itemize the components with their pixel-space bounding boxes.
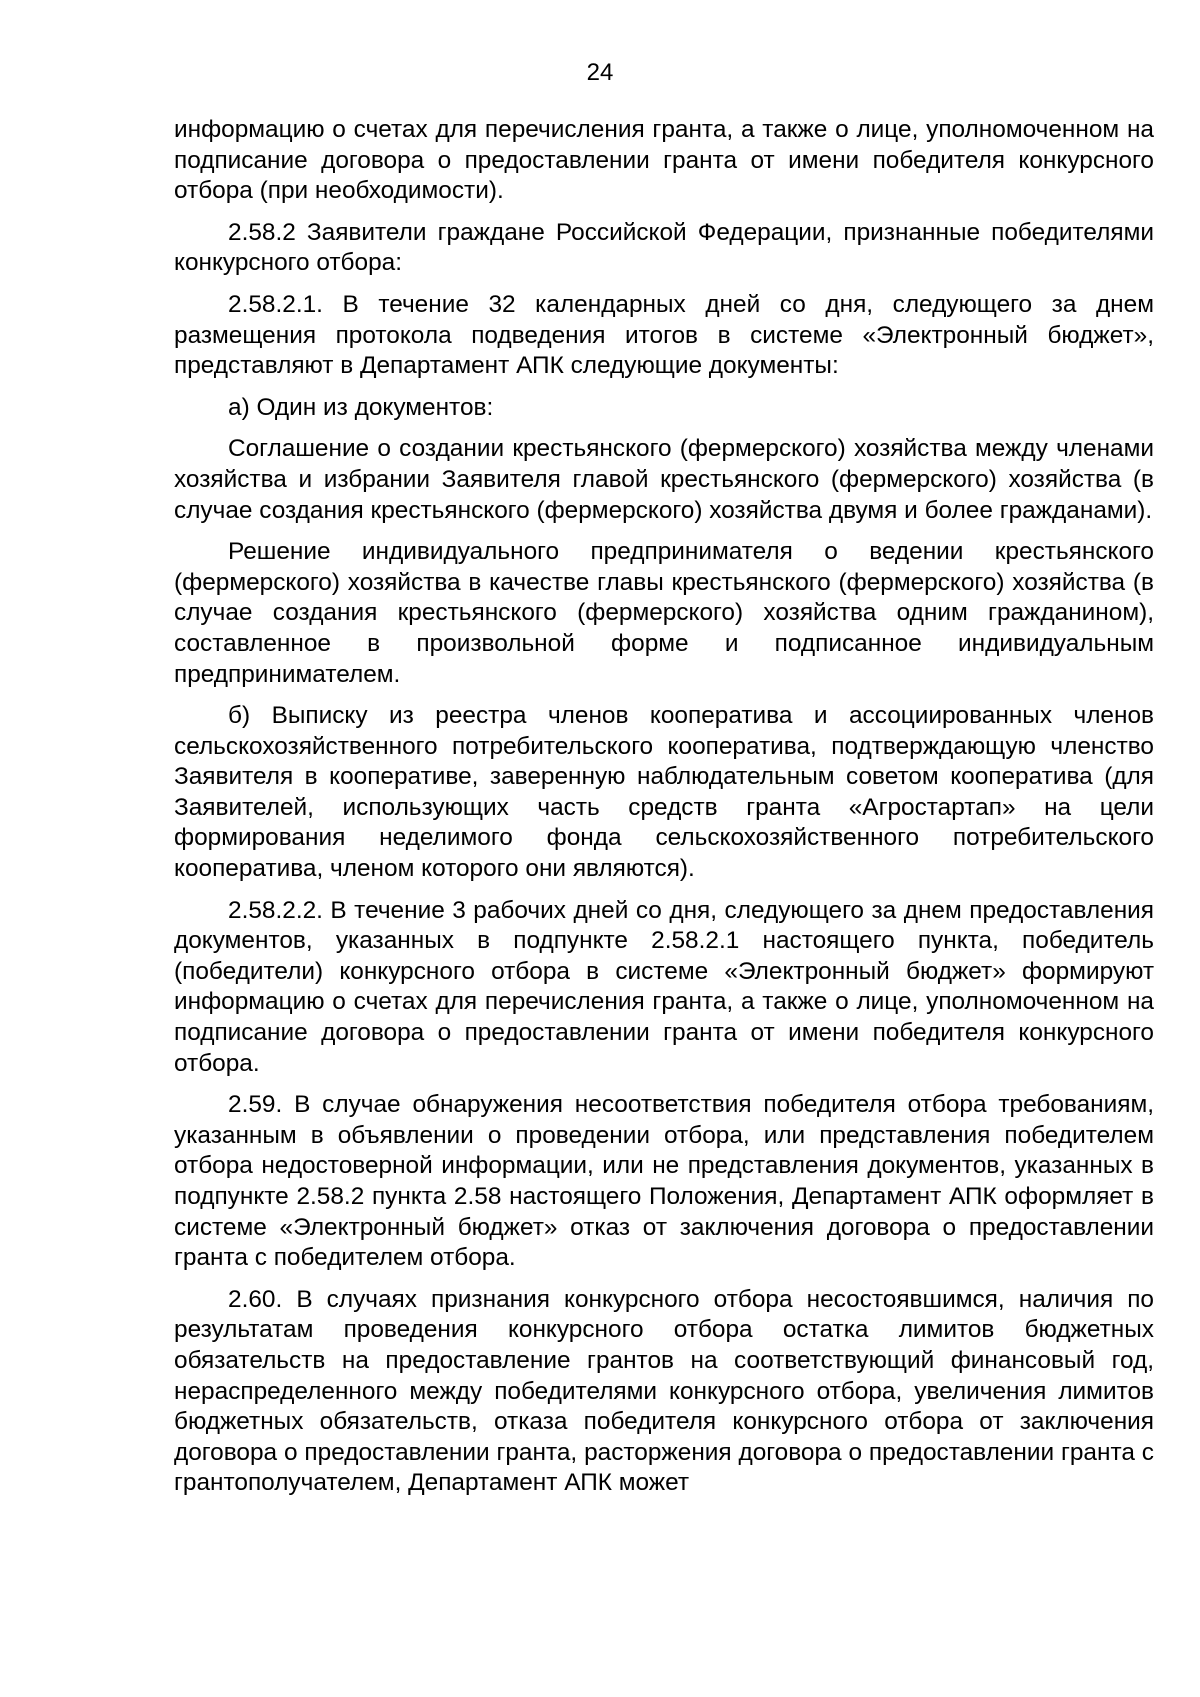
paragraph-continuation: информацию о счетах для перечисления гранта, а также о лице, уполномоченном на подписание договора о предоставлении гранта от имени победителя конкурсного отбора (при необходимости). xyxy=(174,116,1154,205)
paragraph-2-59: 2.59. В случае обнаружения несоответствия победителя отбора требованиям, указанным в объявлении о проведении отбора, или представления победителем отбора недостоверной информации, или не представления документов, указанных в подпункте 2.58.2 пункта 2.58 настоящего Положения, Департамент АПК оформляет в системе «Электронный бюджет» отказ от заключения договора о предоставлении гранта с победителем отбора. xyxy=(174,1091,1154,1272)
paragraph-2-60: 2.60. В случаях признания конкурсного отбора несостоявшимся, наличия по результатам проведения конкурсного отбора остатка лимитов бюджетных обязательств на предоставление грантов на соответствующий финансовый год, нераспределенного между победителями конкурсного отбора, увеличения лимитов бюджетных обязательств, отказа победителя конкурсного отбора от заключения договора о предоставлении гранта, расторжения договора о предоставлении гранта с грантополучателем, Департамент АПК может xyxy=(174,1285,1154,1497)
paragraph-2-58-2-2: 2.58.2.2. В течение 3 рабочих дней со дня, следующего за днем предоставления документов, указанных в подпункте 2.58.2.1 настоящего пункта, победитель (победители) конкурсного отбора в системе «Электронный бюджет» формируют информацию о счетах для перечисления гранта, а также о лице, уполномоченном на подписание договора о предоставлении гранта от имени победителя конкурсного отбора. xyxy=(174,896,1154,1077)
paragraph-item-b: б) Выписку из реестра членов кооператива и ассоциированных членов сельскохозяйственного потребительского кооператива, подтверждающую членство Заявителя в кооперативе, заверенную наблюдательным советом кооператива (для Заявителей, использующих часть средств гранта «Агростартап» на цели формирования неделимого фонда сельскохозяйственного потребительского кооператива, членом которого они являются). xyxy=(174,702,1154,883)
document-body xyxy=(174,115,1154,1510)
paragraph-2-58-2-1: 2.58.2.1. В течение 32 календарных дней со дня, следующего за днем размещения протокола подведения итогов в системе «Электронный бюджет», представляют в Департамент АПК следующие документы: xyxy=(174,290,1154,380)
paragraph-item-a: а) Один из документов: xyxy=(228,393,494,421)
paragraph-2-58-2: 2.58.2 Заявители граждане Российской Федерации, признанные победителями конкурсного отбора: xyxy=(174,218,1154,277)
page-number: 24 xyxy=(586,59,614,86)
paragraph-agreement: Соглашение о создании крестьянского (фермерского) хозяйства между членами хозяйства и избрании Заявителя главой крестьянского (фермерского) хозяйства (в случае создания крестьянского (фермерского) хозяйства двумя и более гражданами). xyxy=(174,435,1154,524)
paragraph-decision: Решение индивидуального предпринимателя о ведении крестьянского (фермерского) хозяйства в качестве главы крестьянского (фермерского) хозяйства (в случае создания крестьянского (фермерского) хозяйства одним гражданином), составленное в произвольной форме и подписанное индивидуальным предпринимателем. xyxy=(174,538,1154,688)
